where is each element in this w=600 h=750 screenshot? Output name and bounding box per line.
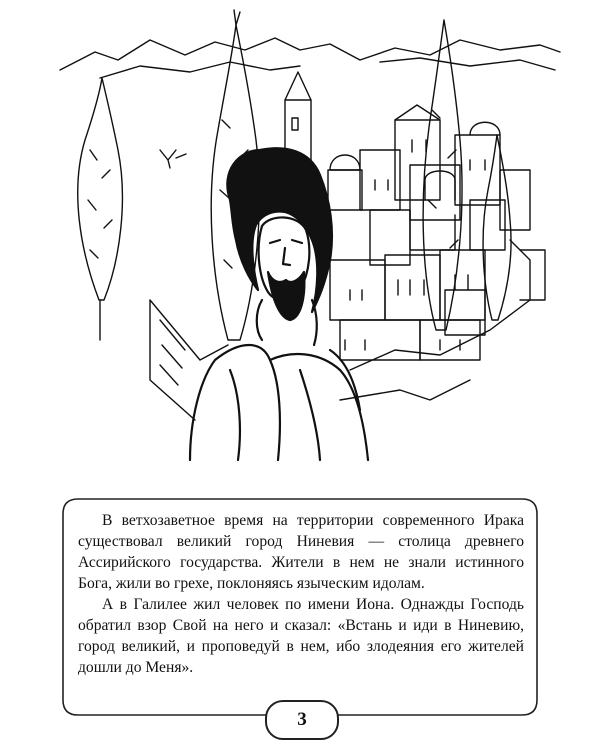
bird <box>160 150 186 168</box>
paragraph-1: В ветхозаветное время на территории современного Ирака существовал великий город Ниневия — столица древнего Ассирийского государства. Жители в нем не знали истинного Бога, жили во грехе, поклоняясь языческим идолам. <box>78 512 524 592</box>
mountain-range <box>60 38 560 70</box>
mountain-range-back <box>100 62 300 78</box>
paragraph-2: А в Галилее жил человек по имени Иона. Однажды Господь обратил взор Свой на него и сказал: «Встань и иди в Ниневию, город великий, и проповедуй в нем, ибо злодеяния его жителей дошли до Меня». <box>78 596 524 676</box>
cypress-tree-far-right <box>483 135 511 320</box>
beard <box>268 272 304 320</box>
jonah-figure <box>190 148 368 460</box>
text-frame <box>62 498 538 716</box>
cypress-tree-left <box>78 78 123 340</box>
cypress-tree-right <box>423 20 462 330</box>
garment <box>190 345 368 460</box>
page-number: 3 <box>265 700 339 740</box>
city-walls <box>150 240 545 420</box>
